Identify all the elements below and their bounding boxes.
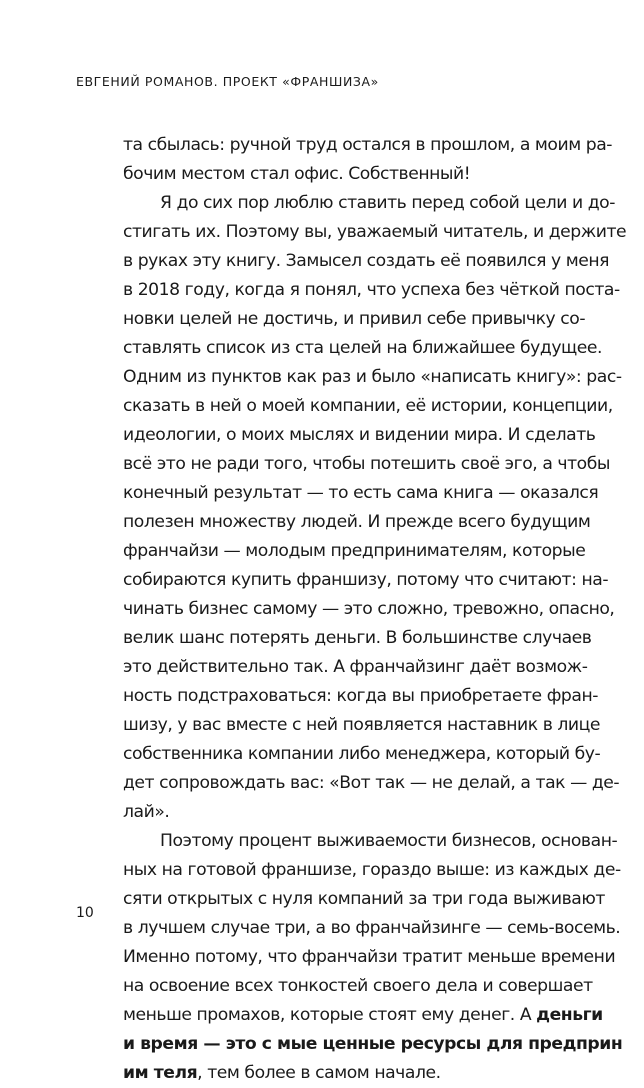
text-line: новки целей не достичь, и привил себе привычку со- — [123, 309, 586, 329]
text-line: это действительно так. А франчайзинг даёт возмож- — [123, 657, 588, 677]
text-line: Одним из пунктов как раз и было «написать книгу»: рас- — [123, 367, 622, 387]
text-line: всё это не ради того, чтобы потешить своё эго, а чтобы — [123, 454, 611, 474]
text-line: шизу, у вас вместе с ней появляется наставник в лице — [123, 715, 601, 735]
bold-emphasis: и время — это с мые ценные ресурсы для предприн — [123, 1034, 623, 1054]
text-line: собственника компании либо менеджера, который бу- — [123, 744, 601, 764]
text-line: лай». — [123, 802, 170, 822]
text-line: в руках эту книгу. Замысел создать её появился у меня — [123, 251, 610, 271]
page-number: 10 — [76, 905, 94, 921]
body-text — [123, 131, 627, 1088]
text-line: ных на готовой франшизе, гораздо выше: из каждых де- — [123, 860, 621, 880]
text-line: та сбылась: ручной труд остался в прошлом, а моим ра- — [123, 135, 613, 155]
text-line: чинать бизнес самому — это сложно, тревожно, опасно, — [123, 599, 615, 619]
text-line: в 2018 году, когда я понял, что успеха без чёткой поста- — [123, 280, 620, 300]
text-line: идеологии, о моих мыслях и видении мира. И сделать — [123, 425, 596, 445]
text-line: сказать в ней о моей компании, её истории, концепции, — [123, 396, 613, 416]
text-line: сяти открытых с нуля компаний за три года выживают — [123, 889, 605, 909]
text-line: им теля, тем более в самом начале. — [123, 1063, 441, 1083]
text-line: ставлять список из ста целей на ближайшее будущее. — [123, 338, 603, 358]
text-line: стигать их. Поэтому вы, уважаемый читатель, и держите — [123, 222, 627, 242]
text-line: на освоение всех тонкостей своего дела и совершает — [123, 976, 593, 996]
text-line — [123, 1030, 623, 1059]
text-line: ность подстраховаться: когда вы приобретаете фран- — [123, 686, 599, 706]
text-line: собираются купить франшизу, потому что считают: на- — [123, 570, 609, 590]
text-line: Я до сих пор люблю ставить перед собой цели и до- — [160, 193, 615, 213]
text-line: бочим местом стал офис. Собственный! — [123, 164, 471, 184]
text-line: меньше промахов, которые стоят ему денег. А деньги — [123, 1005, 603, 1025]
text-line: конечный результат — то есть сама книга — оказался — [123, 483, 599, 503]
text-line: дет сопровождать вас: «Вот так — не делай, а так — де- — [123, 773, 620, 793]
text-line: в лучшем случае три, а во франчайзинге — семь-восемь. — [123, 918, 621, 938]
text-line: велик шанс потерять деньги. В большинстве случаев — [123, 628, 592, 648]
text-line: Поэтому процент выживаемости бизнесов, основан- — [160, 831, 618, 851]
text-line: полезен множеству людей. И прежде всего будущим — [123, 512, 591, 532]
text-line: Именно потому, что франчайзи тратит меньше времени — [123, 947, 616, 967]
running-head: ЕВГЕНИЙ РОМАНОВ. ПРОЕКТ «ФРАНШИЗА» — [76, 74, 379, 89]
bold-emphasis: деньги — [536, 1005, 603, 1025]
bold-emphasis: им теля — [123, 1063, 198, 1083]
text-line: франчайзи — молодым предпринимателям, которые — [123, 541, 586, 561]
